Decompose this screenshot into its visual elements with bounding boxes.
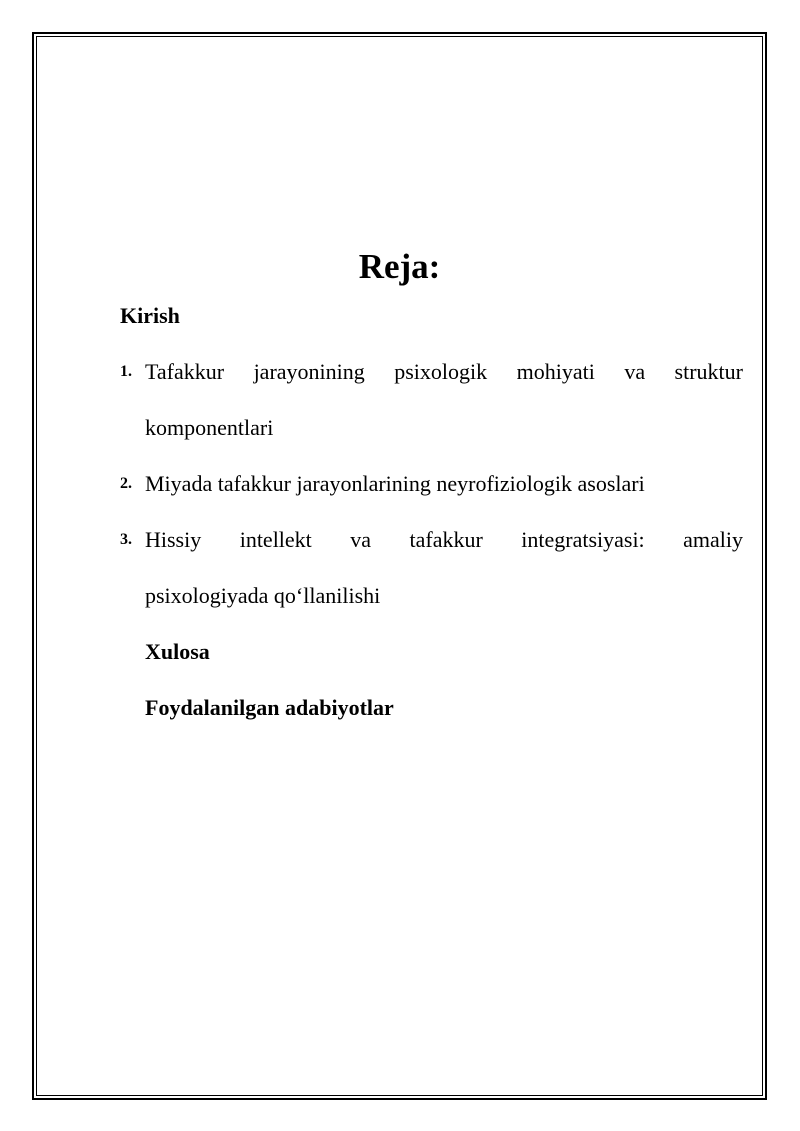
references-entry: Foydalanilgan adabiyotlar	[145, 695, 394, 720]
plan-list	[120, 288, 743, 736]
plan-item-2	[120, 456, 743, 512]
plan-item-line: komponentlari	[145, 415, 274, 440]
plan-item-line: Hissiy intellekt va tafakkur integratsiyasi: amaliy	[145, 527, 743, 552]
intro-entry: Kirish	[120, 303, 180, 328]
plan-item-line: psixologiyada qo‘llanilishi	[145, 583, 381, 608]
page-border-outer	[32, 32, 767, 1100]
plan-item-text	[145, 456, 743, 512]
plan-item-1	[120, 344, 743, 456]
plan-item-line: Miyada tafakkur jarayonlarining neyrofiziologik asoslari	[145, 471, 645, 496]
plan-item-3	[120, 512, 743, 624]
conclusion-entry: Xulosa	[145, 639, 210, 664]
page-border-inner	[36, 36, 763, 1096]
plan-item-number: 2.	[120, 475, 132, 492]
plan-item-number: 1.	[120, 363, 132, 380]
plan-item-text	[145, 344, 743, 456]
plan-item-number: 3.	[120, 531, 132, 548]
plan-item-text	[145, 512, 743, 624]
plan-title: Reja:	[358, 247, 441, 286]
plan-item-line: Tafakkur jarayonining psixologik mohiyati va struktur	[145, 359, 743, 384]
